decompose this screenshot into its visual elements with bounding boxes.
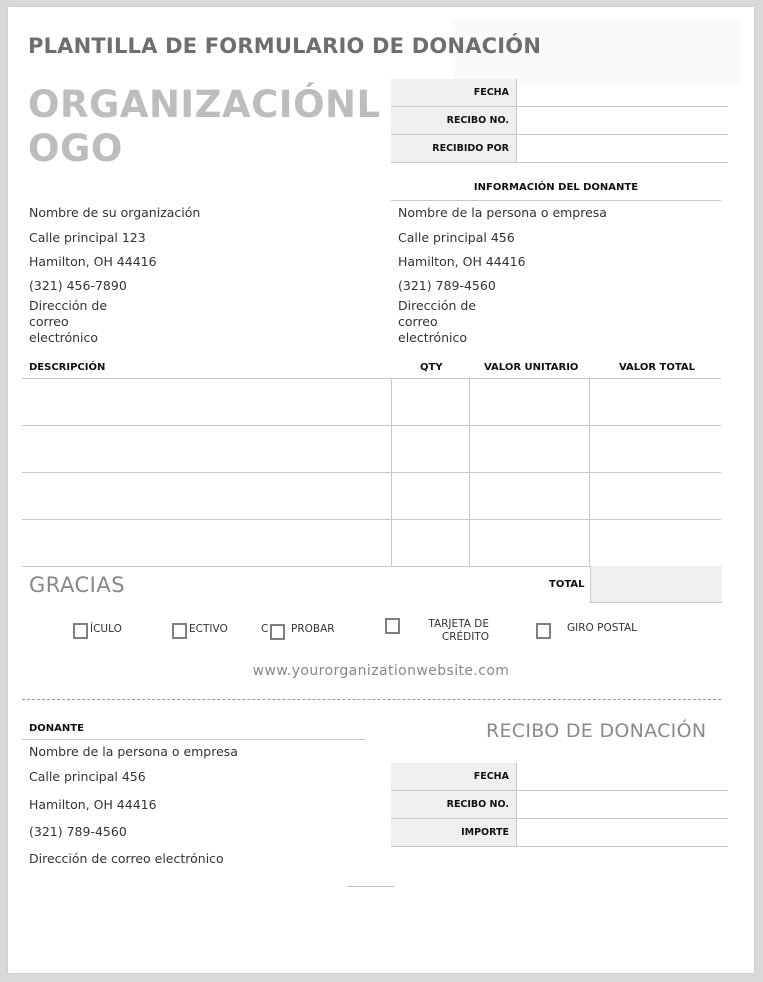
valor-unitario-cell[interactable] [470,379,590,425]
receipt-row-recibo-no [391,791,728,819]
signature-line[interactable] [348,886,394,887]
valor-total-cell[interactable] [590,379,721,425]
website-link[interactable]: www.yourorganizationwebsite.com [252,663,510,679]
donor-email[interactable]: Dirección de correo electrónico [398,298,477,345]
receipt-recibo-no-input[interactable] [517,791,729,819]
payment-checkbox-tarjeta-credito[interactable] [385,618,400,634]
org-name[interactable]: Nombre de su organización [29,205,201,220]
table-row [22,379,721,426]
receipt-row-importe [391,819,728,847]
qty-cell[interactable] [392,520,470,566]
fecha-input[interactable] [517,79,729,107]
col-valor-unitario: VALOR UNITARIO [484,362,579,373]
payment-label-comprobar: PROBAR [291,623,335,635]
cut-line-divider [22,699,721,700]
donor-phone[interactable]: (321) 789-4560 [398,278,496,293]
qty-cell[interactable] [392,426,470,472]
thanks-text: GRACIAS [29,573,126,597]
col-qty: QTY [420,362,443,373]
receipt-donor-street[interactable]: Calle principal 456 [29,769,146,784]
table-row [22,520,721,567]
table-row [22,426,721,473]
receipt-donor-heading: DONANTE [29,723,84,734]
items-grid [22,378,721,567]
valor-total-cell[interactable] [590,520,721,566]
org-city[interactable]: Hamilton, OH 44416 [29,254,157,269]
receipt-donor-city[interactable]: Hamilton, OH 44416 [29,797,157,812]
logo-line-2: OGO [28,127,123,170]
payment-checkbox-vehiculo[interactable] [73,623,88,639]
header-fields-table [391,79,728,163]
qty-cell[interactable] [392,379,470,425]
receipt-donor-phone[interactable]: (321) 789-4560 [29,824,127,839]
descripcion-cell[interactable] [22,520,392,566]
organization-logo-placeholder[interactable] [28,83,381,171]
items-table [22,362,721,567]
receipt-title: RECIBO DE DONACIÓN [486,720,707,742]
payment-label-comprobar-prefix: C [261,623,269,635]
total-label: TOTAL [549,579,585,590]
field-label: FECHA [391,79,517,107]
field-label: RECIBO NO. [391,791,517,819]
label-line-2: CRÉDITO [441,631,489,643]
donor-info-heading: INFORMACIÓN DEL DONANTE [473,182,639,193]
donor-city[interactable]: Hamilton, OH 44416 [398,254,526,269]
col-descripcion: DESCRIPCIÓN [29,362,106,373]
field-row-fecha [391,79,728,107]
receipt-donor-name[interactable]: Nombre de la persona o empresa [29,744,238,759]
field-label: RECIBIDO POR [391,135,517,163]
field-label: RECIBO NO. [391,107,517,135]
donor-name[interactable]: Nombre de la persona o empresa [398,205,607,220]
field-label: IMPORTE [391,819,517,847]
receipt-importe-input[interactable] [517,819,729,847]
receipt-donor-rule [22,739,365,740]
valor-unitario-cell[interactable] [470,473,590,519]
payment-label-efectivo: ECTIVO [189,623,228,635]
payment-checkbox-giro-postal[interactable] [536,623,551,639]
payment-label-giro-postal: GIRO POSTAL [567,622,638,634]
table-row [22,473,721,520]
col-valor-total: VALOR TOTAL [619,362,695,373]
org-phone[interactable]: (321) 456-7890 [29,278,127,293]
recibo-no-input[interactable] [517,107,729,135]
valor-total-cell[interactable] [590,426,721,472]
org-street[interactable]: Calle principal 123 [29,230,146,245]
logo-line-1: ORGANIZACIÓNL [28,83,381,126]
payment-checkbox-efectivo[interactable] [172,623,187,639]
valor-unitario-cell[interactable] [470,426,590,472]
receipt-fecha-input[interactable] [517,763,729,791]
descripcion-cell[interactable] [22,426,392,472]
field-row-recibido-por [391,135,728,163]
donation-form-page [8,7,754,973]
payment-label-tarjeta-credito [422,618,489,644]
receipt-donor-email[interactable]: Dirección de correo electrónico [29,851,224,866]
recibido-por-input[interactable] [517,135,729,163]
donor-street[interactable]: Calle principal 456 [398,230,515,245]
payment-label-vehiculo: ÍCULO [90,623,122,635]
field-row-recibo-no [391,107,728,135]
receipt-row-fecha [391,763,728,791]
org-email[interactable]: Dirección de correo electrónico [29,298,108,345]
label-line-1: TARJETA DE [428,618,489,630]
valor-unitario-cell[interactable] [470,520,590,566]
descripcion-cell[interactable] [22,379,392,425]
items-table-header [22,362,721,378]
payment-checkbox-comprobar[interactable] [270,624,285,640]
receipt-fields-table [391,763,728,847]
valor-total-cell[interactable] [590,473,721,519]
document-title: PLANTILLA DE FORMULARIO DE DONACIÓN [28,34,542,58]
qty-cell[interactable] [392,473,470,519]
descripcion-cell[interactable] [22,473,392,519]
donor-info-rule [391,200,721,201]
field-label: FECHA [391,763,517,791]
total-value[interactable] [590,566,722,603]
